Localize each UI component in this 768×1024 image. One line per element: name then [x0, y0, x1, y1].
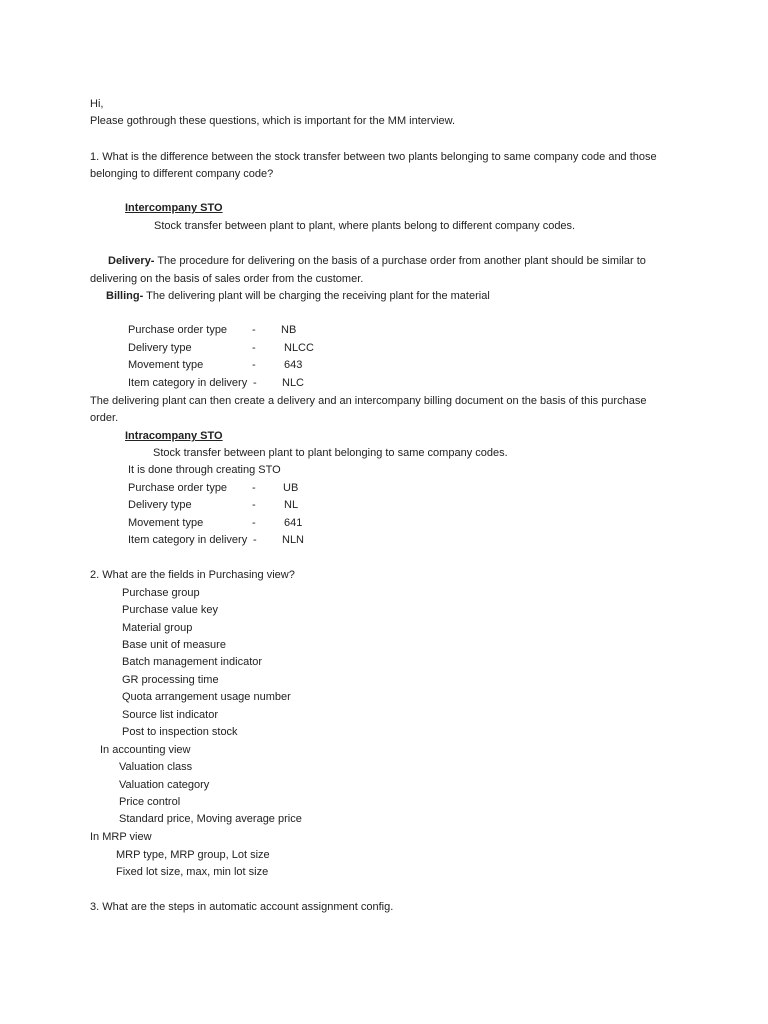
intercompany-heading: Intercompany STO: [125, 202, 223, 214]
list-item: Batch management indicator: [122, 656, 263, 668]
list-item: Price control: [119, 796, 181, 808]
list-item: Purchase value key: [122, 604, 218, 616]
list-item: Base unit of measure: [122, 639, 226, 651]
row-dash: -: [252, 482, 256, 494]
question-2: 2. What are the fields in Purchasing view?: [90, 569, 295, 581]
row-value: 643: [284, 359, 303, 371]
billing-text: The delivering plant will be charging the receiving plant for the material: [143, 290, 490, 302]
row-value: NLC: [282, 377, 305, 389]
question-1-line-2: belonging to different company code?: [90, 168, 274, 180]
list-item: Post to inspection stock: [122, 726, 238, 738]
greeting: Hi,: [90, 98, 104, 110]
row-label: Purchase order type: [128, 482, 228, 494]
intro-text: Please gothrough these questions, which is important for the MM interview.: [90, 115, 456, 127]
row-value: NLN: [282, 534, 305, 546]
delivery-text: The procedure for delivering on the basis of a purchase order from another plant should be similar to: [154, 255, 646, 267]
delivery-label: Delivery-: [108, 255, 155, 267]
billing-paragraph: [106, 289, 490, 303]
row-value: NLCC: [284, 342, 314, 354]
question-1-line-1: 1. What is the difference between the stock transfer between two plants belonging to same company code and those: [90, 151, 657, 163]
row-value: NB: [281, 324, 297, 336]
intercompany-description: Stock transfer between plant to plant, where plants belong to different company codes.: [154, 220, 576, 232]
row-dash: -: [252, 359, 256, 371]
delivery-text-line-2: delivering on the basis of sales order from the customer.: [90, 273, 364, 285]
intracompany-note: It is done through creating STO: [128, 464, 281, 476]
row-dash: -: [252, 324, 256, 336]
intracompany-heading: Intracompany STO: [125, 430, 223, 442]
list-item: Valuation class: [119, 761, 193, 773]
row-value: 641: [284, 517, 303, 529]
list-item: MRP type, MRP group, Lot size: [116, 849, 270, 861]
row-value: UB: [283, 482, 299, 494]
row-label: Delivery type: [128, 342, 192, 354]
list-item: Quota arrangement usage number: [122, 691, 291, 703]
intracompany-description: Stock transfer between plant to plant belonging to same company codes.: [153, 447, 508, 459]
row-label: Movement type: [128, 359, 204, 371]
row-label: Item category in delivery: [128, 377, 248, 389]
list-item: GR processing time: [122, 674, 219, 686]
row-dash: -: [253, 534, 257, 546]
list-item: Material group: [122, 622, 193, 634]
row-dash: -: [252, 499, 256, 511]
row-dash: -: [252, 517, 256, 529]
list-item: Source list indicator: [122, 709, 218, 721]
intercompany-closing-line-2: order.: [90, 412, 119, 424]
question-3: 3. What are the steps in automatic account assignment config.: [90, 901, 394, 913]
row-label: Item category in delivery: [128, 534, 248, 546]
list-item: Purchase group: [122, 587, 200, 599]
mrp-view-heading: In MRP view: [90, 831, 152, 843]
list-item: Fixed lot size, max, min lot size: [116, 866, 269, 878]
billing-label: Billing-: [106, 290, 144, 302]
list-item: Standard price, Moving average price: [119, 813, 302, 825]
list-item: Valuation category: [119, 779, 210, 791]
intercompany-closing-line-1: The delivering plant can then create a delivery and an intercompany billing document on the basis of this purchase: [90, 395, 647, 407]
accounting-view-heading: In accounting view: [100, 744, 191, 756]
row-label: Movement type: [128, 517, 204, 529]
delivery-paragraph: [108, 254, 646, 268]
row-label: Delivery type: [128, 499, 192, 511]
row-value: NL: [284, 499, 299, 511]
row-dash: -: [253, 377, 257, 389]
row-dash: -: [252, 342, 256, 354]
row-label: Purchase order type: [128, 324, 228, 336]
